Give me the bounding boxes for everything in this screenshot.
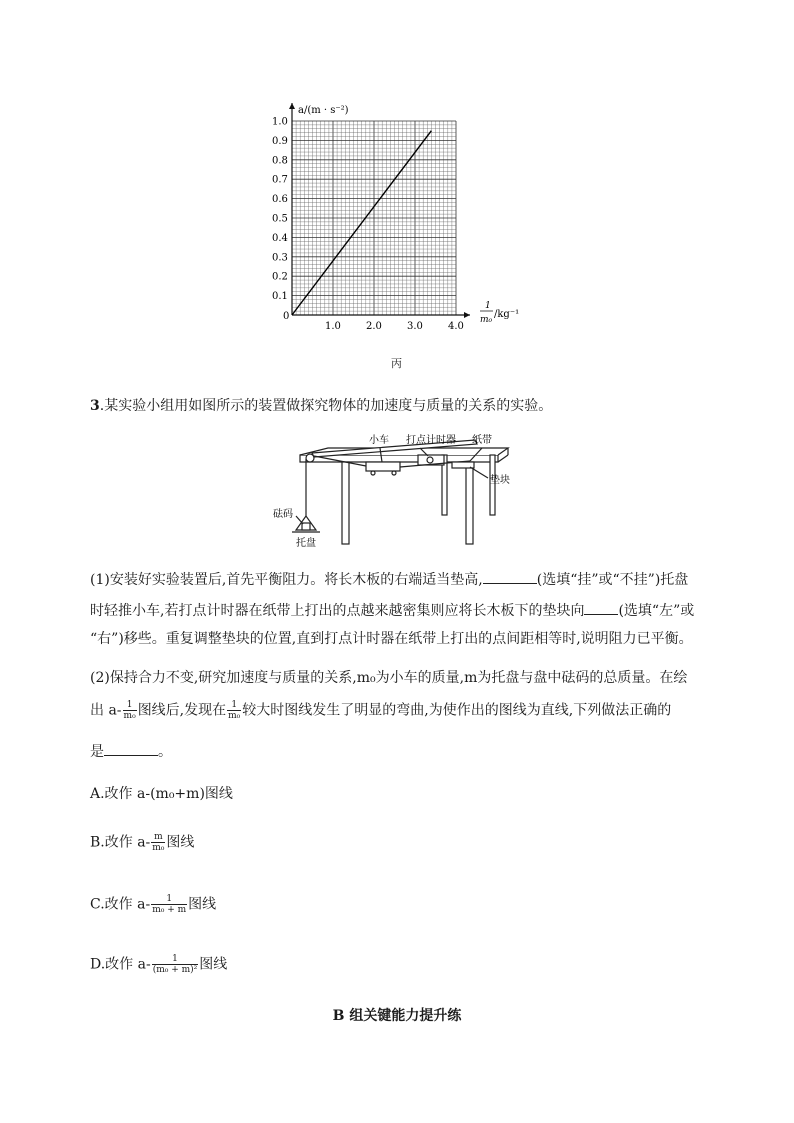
cart — [366, 462, 400, 471]
option-d[interactable]: D.改作 a- $\frac{1}{\text{(m₀ + m)²}}$ 图线 — [90, 954, 228, 975]
y-tick-label: 0.8 — [272, 155, 288, 167]
x-axis-frac-num: 1 — [485, 301, 491, 311]
x-axis-label: /kg⁻¹ — [494, 309, 520, 320]
label-tape: 纸带 — [472, 435, 492, 446]
section-b-title: B 组关键能力提升练 — [332, 1008, 462, 1024]
part2-line2: 出 a- $\frac{1}{\text{m₀}}$ 图线后,发现在 $\frac{1}{\text{m₀}}$ 较大时图线发生了明显的弯曲,为使作出的图线为直线,下列做法正确的 — [90, 700, 672, 721]
y-axis-arrow — [289, 103, 295, 109]
pulley — [306, 454, 314, 462]
fraction-1-over-m0: $\frac{1}{\text{m₀}}$ — [228, 700, 241, 721]
y-tick-label: 0.9 — [272, 135, 288, 147]
acceleration-graph — [270, 95, 540, 340]
answer-blank-2[interactable] — [584, 600, 618, 615]
option-d-fraction: $\frac{1}{\text{(m₀ + m)²}}$ — [152, 954, 198, 975]
label-cart: 小车 — [369, 435, 389, 446]
part2-line3: 是 。 — [90, 741, 172, 762]
graph-caption: 丙 — [391, 357, 402, 370]
label-tray: 托盘 — [296, 538, 316, 549]
table-leg — [466, 462, 473, 544]
part1-line1: (1)安装好实验装置后,首先平衡阻力。将长木板的右端适当垫高, (选填“挂”或“不挂”)托盘 — [90, 569, 688, 590]
origin-label: 0 — [283, 311, 290, 322]
apparatus-diagram — [270, 428, 510, 553]
option-c[interactable]: C.改作 a- $\frac{1}{\text{m₀ + m}}$ 图线 — [90, 894, 217, 915]
answer-blank-3[interactable] — [104, 741, 158, 756]
label-block: 垫块 — [490, 475, 510, 486]
part1-line3: “右”)移些。重复调整垫块的位置,直到打点计时器在纸带上打出的点间距相等时,说明阻力已平衡。 — [90, 631, 693, 647]
y-tick-label: 0.2 — [272, 271, 288, 283]
x-tick-label: 3.0 — [407, 321, 423, 332]
option-b-fraction: $\frac{m}{\text{m₀}}$ — [152, 832, 165, 853]
option-a[interactable]: A.改作 a-(m₀+m)图线 — [90, 786, 233, 802]
part2-line1: (2)保持合力不变,研究加速度与质量的关系,m₀为小车的质量,m为托盘与盘中砝码的总质量。在绘 — [90, 670, 688, 686]
y-tick-label: 0.3 — [272, 252, 288, 264]
option-c-fraction: $\frac{1}{\text{m₀ + m}}$ — [152, 894, 187, 915]
y-tick-label: 0.6 — [272, 194, 288, 206]
question-stem-text: .某实验小组用如图所示的装置做探究物体的加速度与质量的关系的实验。 — [99, 398, 553, 414]
y-tick-label: 0.4 — [272, 232, 288, 244]
label-timer: 打点计时器 — [406, 435, 456, 446]
label-weights: 砝码 — [273, 509, 293, 520]
option-b[interactable]: B.改作 a- $\frac{m}{\text{m₀}}$ 图线 — [90, 832, 195, 853]
x-tick-label: 4.0 — [448, 321, 464, 332]
table-leg — [342, 462, 349, 544]
fraction-1-over-m0: $\frac{1}{\text{m₀}}$ — [123, 700, 136, 721]
answer-blank-1[interactable] — [483, 569, 537, 584]
y-tick-label: 0.1 — [272, 291, 288, 303]
y-axis-label: a/(m · s⁻²) — [298, 105, 349, 116]
weights — [302, 523, 310, 530]
y-tick-label: 0.7 — [272, 174, 288, 186]
chart-axes — [289, 103, 470, 318]
x-axis-frac-den: m₀ — [480, 315, 493, 325]
part1-line2: 时轻推小车,若打点计时器在纸带上打出的点越来越密集则应将长木板下的垫块向 (选填“左”或 — [90, 600, 694, 621]
y-tick-label: 1.0 — [272, 116, 288, 128]
question-number: 3 — [90, 398, 100, 414]
x-tick-label: 1.0 — [325, 321, 341, 332]
x-axis-arrow — [464, 312, 470, 318]
chart-grid — [292, 121, 456, 315]
y-tick-label: 0.5 — [272, 213, 288, 225]
x-tick-label: 2.0 — [366, 321, 382, 332]
question-3-stem — [90, 396, 552, 416]
